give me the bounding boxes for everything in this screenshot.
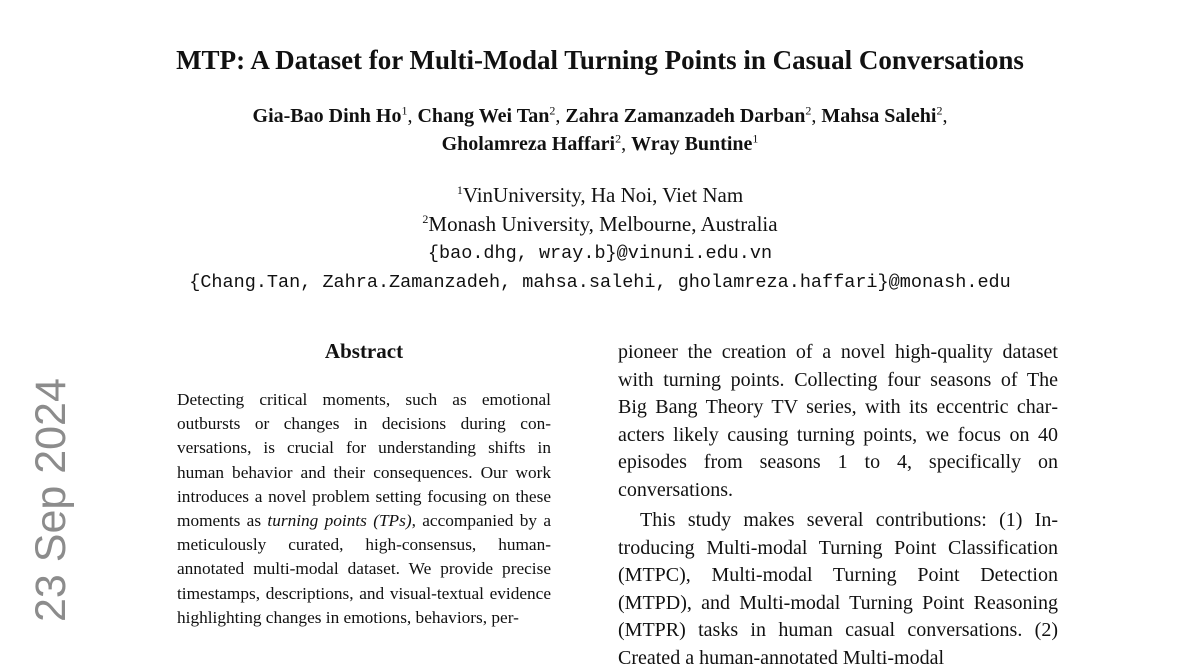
affiliation-number: 1 bbox=[456, 183, 463, 197]
author-affiliation-mark: 1 bbox=[752, 131, 759, 146]
arxiv-date-stamp: 23 Sep 2024 bbox=[27, 378, 75, 622]
author-name: Zahra Zamanzadeh Darban bbox=[565, 105, 806, 127]
author-affiliation-mark: 2 bbox=[805, 103, 812, 118]
affiliation bbox=[0, 210, 1200, 239]
email-line: {bao.dhg, wray.b}@vinuni.edu.vn bbox=[427, 243, 773, 264]
affiliation bbox=[0, 181, 1200, 210]
affiliations bbox=[0, 181, 1200, 297]
author-affiliation-mark: 2 bbox=[615, 131, 622, 146]
affiliation-number: 2 bbox=[422, 212, 429, 226]
email-line: {Chang.Tan, Zahra.Zamanzadeh, mahsa.salehi, gholamreza.haffari}@monash.edu bbox=[189, 272, 1011, 293]
abstract-body bbox=[177, 388, 551, 630]
body-paragraph: pioneer the creation of a novel high-quality dataset with turning points. Collecting four seasons of The Big Bang Theory TV series, with its eccentric characters likely causing turning points, we focus on 40 episodes from seasons 1 to 4, specifically on conversations. bbox=[618, 341, 1058, 501]
author-affiliation-mark: 2 bbox=[936, 103, 943, 118]
author-affiliation-mark: 1 bbox=[401, 103, 408, 118]
abstract-heading: Abstract bbox=[324, 339, 404, 363]
abstract-text: Detecting critical moments, such as emotional outbursts or changes in decisions during conversations, is crucial for understanding shifts in human behavior and their consequences. Our work introduces a novel problem setting focusing on these moments as bbox=[177, 390, 551, 531]
author-line-1: Gia-Bao Dinh Ho$^1$, Chang Wei Tan$^2$, Zahra Zamanzadeh Darban$^2$, Mahsa Salehi$^2$, bbox=[252, 103, 948, 127]
affiliation-text: Monash University, Melbourne, Australia bbox=[428, 212, 778, 236]
author-name: Wray Buntine bbox=[631, 133, 753, 155]
abstract-emphasis: turning points (TPs) bbox=[267, 511, 412, 531]
body-column-right bbox=[618, 339, 1058, 672]
author-name: Mahsa Salehi bbox=[821, 105, 937, 127]
paper-title: MTP: A Dataset for Multi-Modal Turning Points in Casual Conversations bbox=[176, 45, 1024, 75]
author-name: Gia-Bao Dinh Ho bbox=[252, 105, 402, 127]
body-paragraph: This study makes several contributions: (1) Introducing Multi-modal Turning Point Classification (MTPC), Multi-modal Turning Point Detection (MTPD), and Multi-modal Turning Point Reasoning (MTPR) tasks in human casual conversations. (2) Created a human-annotated Multi-modal bbox=[618, 509, 1058, 669]
affiliation-text: VinUniversity, Ha Noi, Viet Nam bbox=[462, 183, 744, 207]
author-affiliation-mark: 2 bbox=[549, 103, 556, 118]
author-name: Chang Wei Tan bbox=[417, 105, 550, 127]
author-line-2: Gholamreza Haffari$^2$, Wray Buntine$^1$ bbox=[441, 131, 759, 155]
author-name: Gholamreza Haffari bbox=[441, 133, 616, 155]
author-list bbox=[0, 102, 1200, 158]
abstract-text: , accompanied by a meticulously curated, high-consensus, human-annotated multi-modal dataset. We provide precise timestamps, descriptions, and visual-textual evidence highlighting changes in emotions, behaviors, per- bbox=[177, 511, 551, 627]
